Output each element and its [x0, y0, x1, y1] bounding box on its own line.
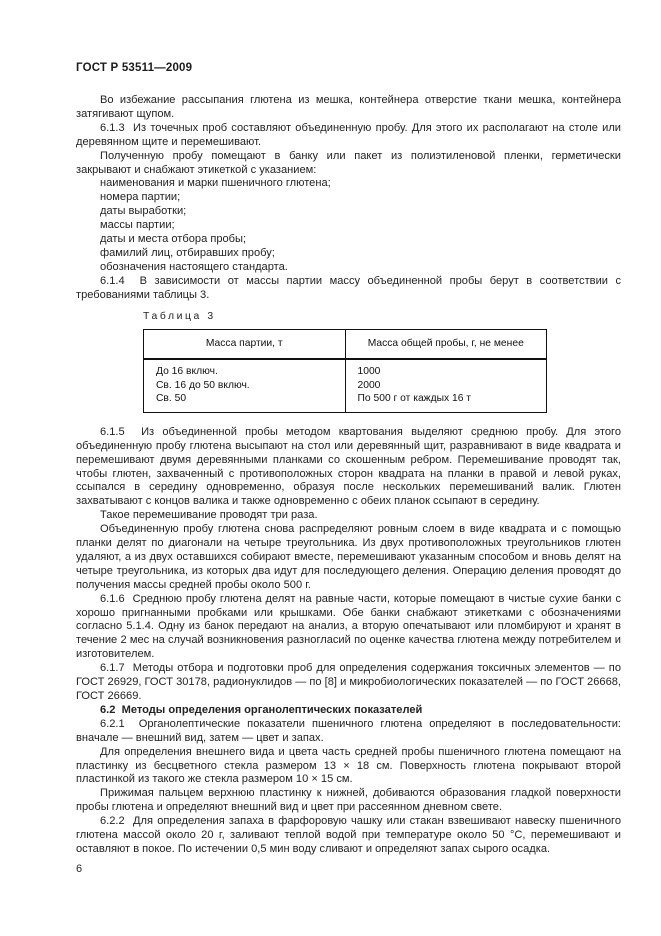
paragraph-pressing: Прижимая пальцем верхнюю пластинку к нижней, добиваются образования гладкой поверхности пробы глютена и определяют внешний вид и цвет при рассеянном дневном свете. — [76, 787, 621, 814]
table3-header-row — [144, 329, 547, 359]
table3-label: Таблица 3 — [143, 310, 216, 322]
paragraph-spill-prevention: Во избежание рассыпания глютена из мешка, контейнера отверстие ткани мешка, контейнера затягивают щупом. — [76, 94, 621, 120]
label-list-item-sampling-date-place: даты и места отбора пробы; — [100, 233, 247, 246]
label-list-item-batch-number: номера партии; — [100, 191, 181, 204]
table-row — [144, 392, 547, 412]
table-cell-sample-mass-2: 2000 — [345, 379, 547, 393]
label-list-item-name: наименования и марки пшеничного глютена; — [100, 177, 331, 190]
label-list-item-sampler-names: фамилий лиц, отбиравших пробу; — [100, 246, 275, 259]
table3-col-total-sample-mass: Масса общей пробы, г, не менее — [345, 329, 547, 359]
paragraph-mixing-repeat: Такое перемешивание проводят три раза. — [100, 509, 318, 522]
table3 — [143, 329, 547, 413]
clause-6-2-2: 6.2.2 Для определения запаха в фарфоровую чашку или стакан взвешивают навеску пшеничного глютена массой около 20 г, заливают теплой водой при температуре около 50 °С, перемешивают и оставляют в покое. По истечении 0,5 мин воду сливают и определяют запах сырого осадка. — [76, 815, 621, 855]
page-number: 6 — [76, 862, 83, 875]
clause-6-1-4: 6.1.4 В зависимости от массы партии массу объединенной пробы берут в соответствии с требованиями таблицы 3. — [76, 274, 621, 301]
table-cell-batch-mass-1: До 16 включ. — [144, 359, 346, 379]
paragraph-sample-packaging: Полученную пробу помещают в банку или пакет из полиэтиленовой пленки, герметически закрывают и снабжают этикеткой с указанием: — [76, 149, 621, 176]
label-list-item-standard-designation: обозначения настоящего стандарта. — [100, 260, 288, 273]
table3-col-batch-mass: Масса партии, т — [144, 329, 346, 359]
table-row — [144, 379, 547, 393]
table-cell-sample-mass-3: По 500 г от каждых 16 т — [345, 392, 547, 412]
table-cell-sample-mass-1: 1000 — [345, 359, 547, 379]
table-cell-batch-mass-3: Св. 50 — [144, 392, 346, 412]
clause-6-1-6: 6.1.6 Среднюю пробу глютена делят на равные части, которые помещают в чистые сухие банки с хорошо пригнанными пробками или крышками. Обе банки снабжают этикетками с обозначениями согласно 5.1.4. Одну из банок передают на анализ, а вторую опечатывают или пломбируют и хранят в течение 2 мес на случай возникновения разногласий по оценке качества глютена между потребителем и изготовителем. — [76, 592, 621, 661]
doc-code: ГОСТ Р 53511—2009 — [76, 62, 193, 74]
clause-6-2-1: 6.2.1 Органолептические показатели пшеничного глютена определяют в последовательности: вначале — внешний вид, затем — цвет и запах. — [76, 717, 621, 744]
clause-6-1-3: 6.1.3 Из точечных проб составляют объединенную пробу. Для этого их располагают на столе или деревянном щите и перемешивают. — [76, 121, 621, 148]
document-body — [76, 94, 621, 877]
label-list-item-batch-mass: массы партии; — [100, 219, 175, 232]
clause-6-1-7: 6.1.7 Методы отбора и подготовки проб для определения содержания токсичных элементов — по ГОСТ 26929, ГОСТ 30178, радионуклидов — по [8] и микробиологических показателей — по ГОСТ 26668, ГОСТ 26669. — [76, 662, 621, 702]
table-cell-batch-mass-2: Св. 16 до 50 включ. — [144, 379, 346, 393]
paragraph-glass-plates: Для определения внешнего вида и цвета часть средней пробы пшеничного глютена помещают на пластинку из бесцветного стекла размером 13 × 18 см. Поверхность глютена покрывают второй пластинкой из такого же стекла размером 10 × 15 см. — [76, 745, 621, 786]
section-heading-6-2: 6.2 Методы определения органолептических показателей — [100, 703, 423, 716]
table-row — [144, 359, 547, 379]
table3-block — [143, 310, 547, 413]
label-list-item-production-date: даты выработки; — [100, 205, 187, 218]
clause-6-1-5: 6.1.5 Из объединенной пробы методом квартования выделяют среднюю пробу. Для этого объединенную пробу глютена высыпают на стол или деревянный щит, разравнивают в виде квадрата и перемешивают двумя деревянными планками со скошенным ребром. Перемешивание проводят так, чтобы глютен, захваченный с противоположных сторон квадрата на планки в правой и левой руках, ссыпался в середину одновременно, образуя после нескольких перемешиваний валик. Глютен захватывают с концов валика и также одновременно с обеих планок ссыпают в середину. — [76, 425, 621, 508]
paragraph-quartering: Объединенную пробу глютена снова распределяют ровным слоем в виде квадрата и с помощью планки делят по диагонали на четыре треугольника. Из двух противоположных треугольников глютен удаляют, а из двух оставшихся собирают вместе, перемешивают указанным способом и вновь делят на четыре треугольника, из которых два идут для последующего деления. Операцию деления проводят до получения массы средней пробы около 500 г. — [76, 523, 621, 591]
